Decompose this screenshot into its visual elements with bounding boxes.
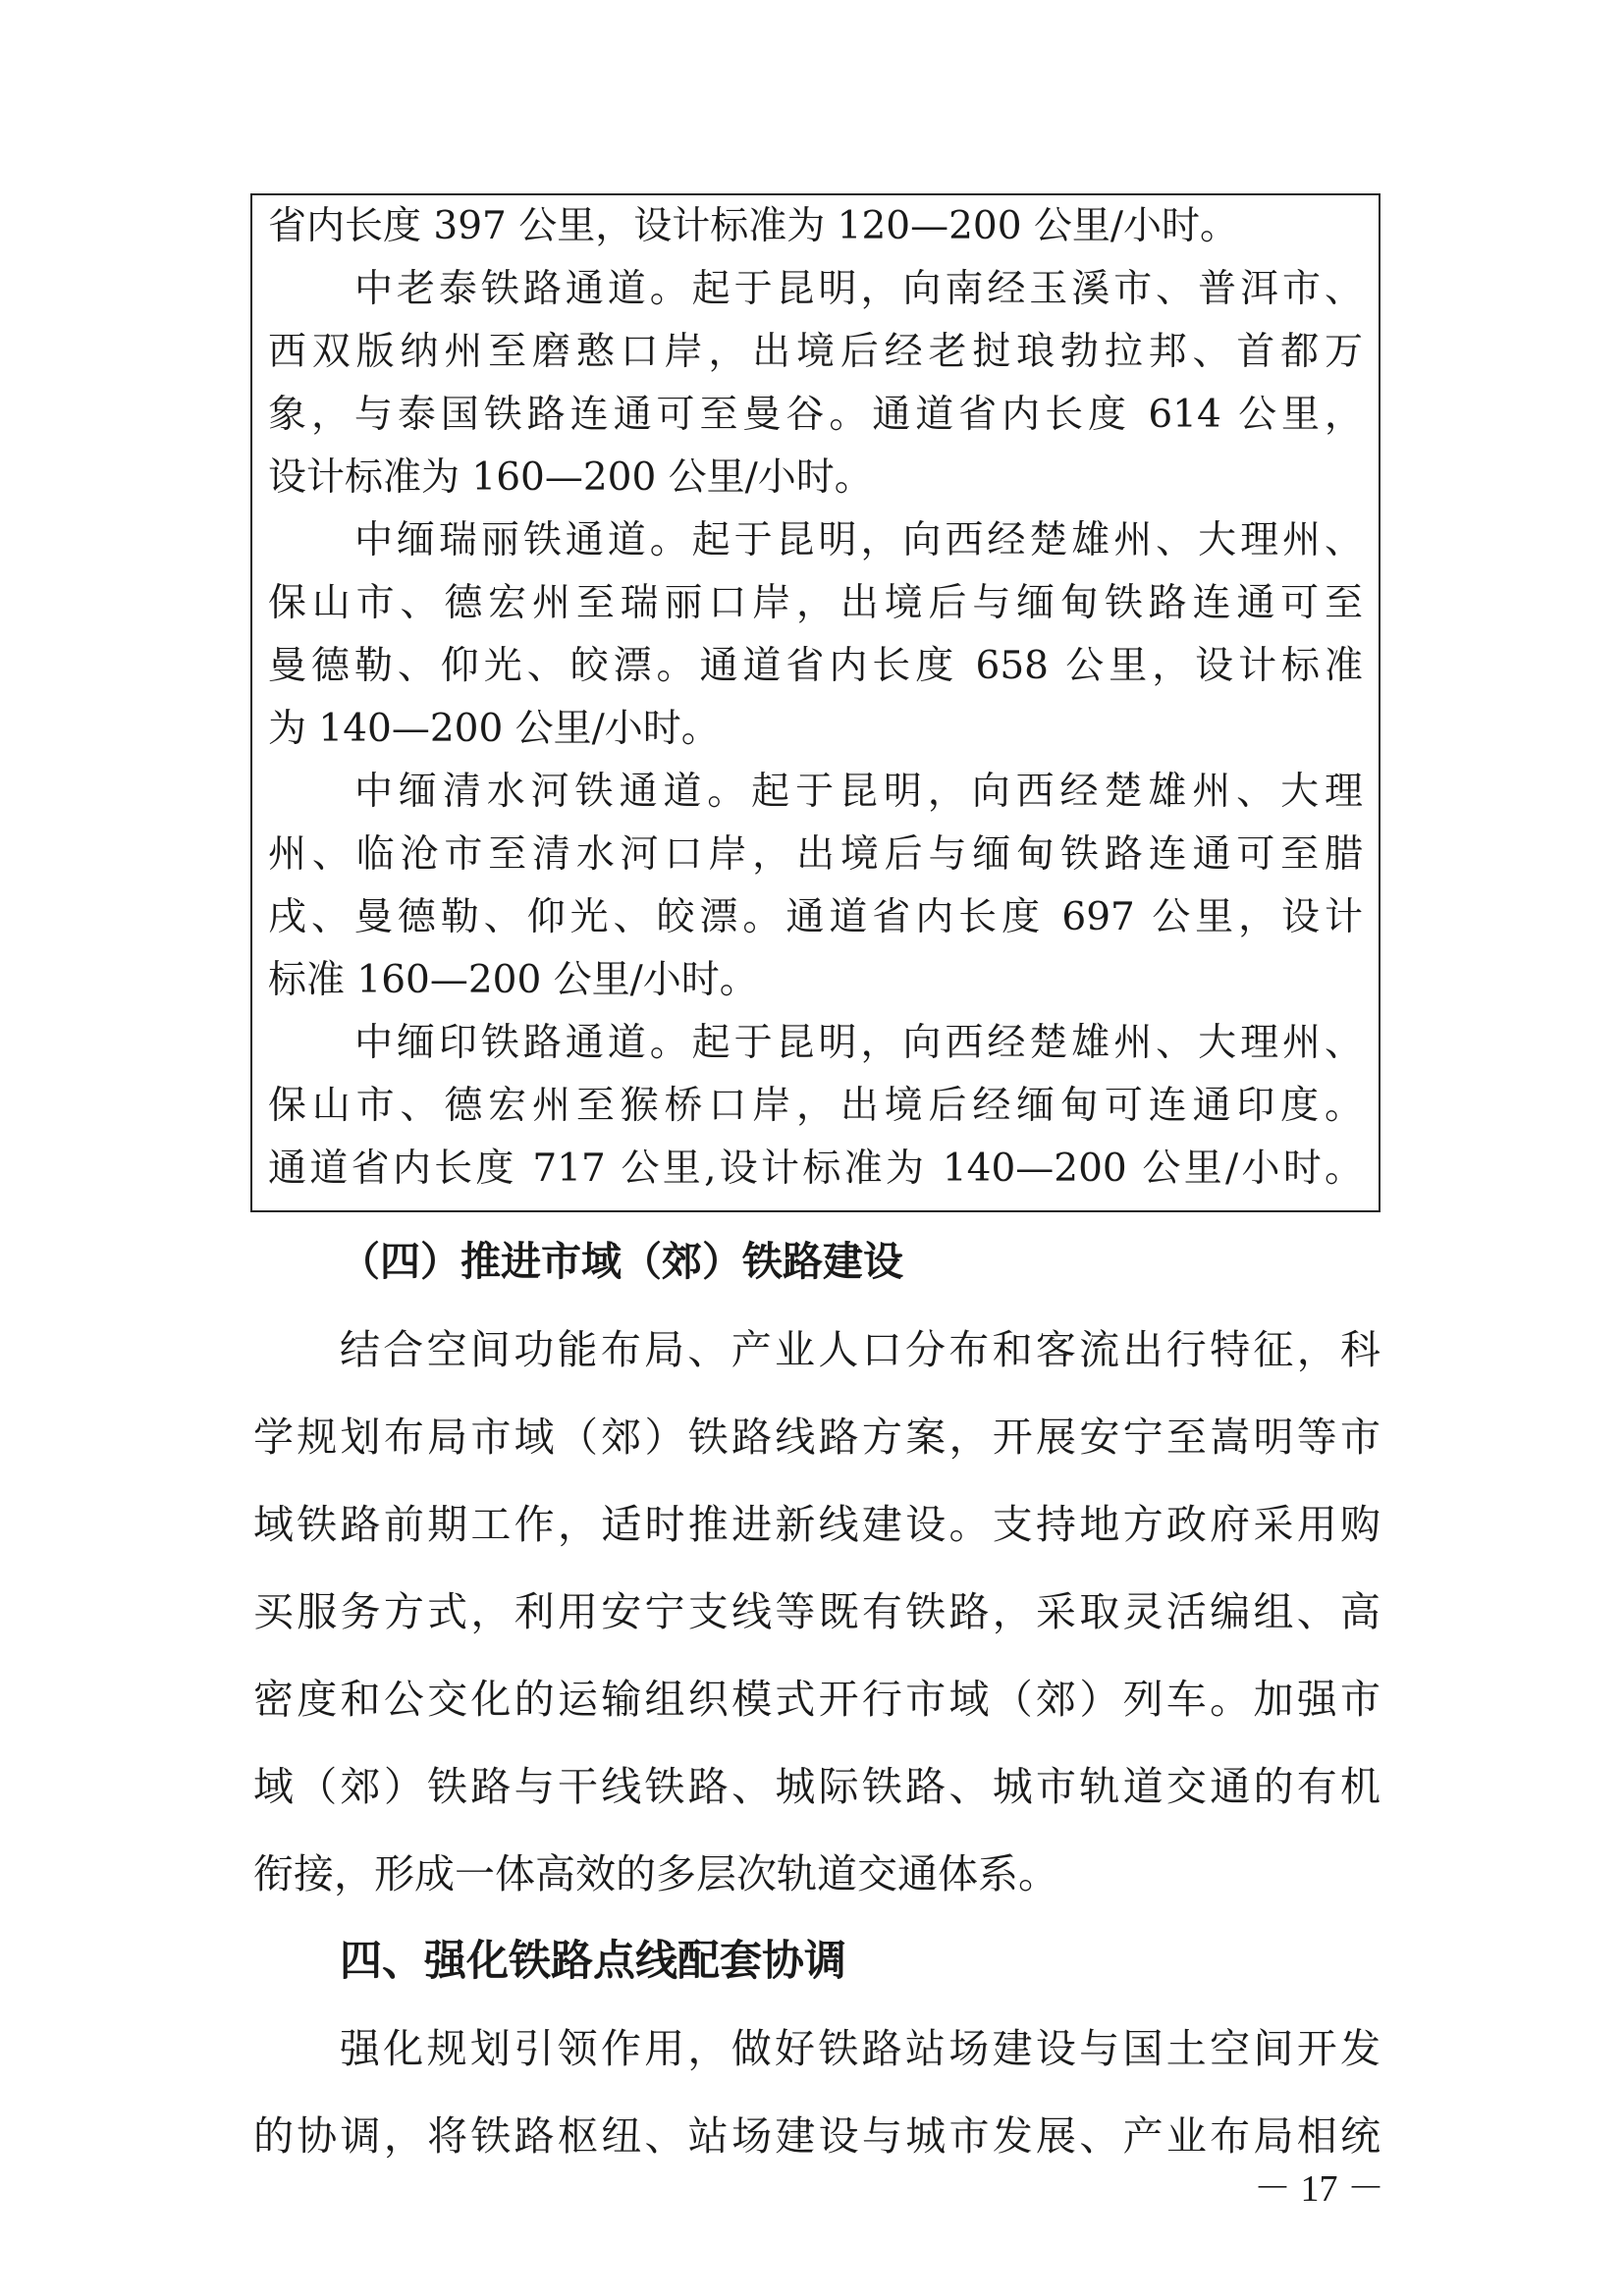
- body-line: 强化规划引领作用，做好铁路站场建设与国土空间开发: [340, 2025, 1380, 2072]
- body-line: 的协调，将铁路枢纽、站场建设与城市发展、产业布局相统: [253, 2112, 1380, 2160]
- body-line: 学规划布局市域（郊）铁路线路方案，开展安宁至嵩明等市: [253, 1414, 1380, 1461]
- box-line: 保山市、德宏州至猴桥口岸，出境后经缅甸可连通印度。: [268, 1084, 1363, 1128]
- box-line: 中缅瑞丽铁通道。起于昆明，向西经楚雄州、大理州、: [354, 518, 1363, 562]
- box-line: 戌、曼德勒、仰光、皎漂。通道省内长度 697 公里，设计: [268, 895, 1363, 939]
- box-line: 标准 160—200 公里/小时。: [268, 958, 758, 1002]
- box-line: 中缅清水河铁通道。起于昆明，向西经楚雄州、大理: [354, 770, 1363, 814]
- box-line: 通道省内长度 717 公里,设计标准为 140—200 公里/小时。: [268, 1147, 1363, 1191]
- box-line: 中老泰铁路通道。起于昆明，向南经玉溪市、普洱市、: [354, 267, 1363, 311]
- box-line: 中缅印铁路通道。起于昆明，向西经楚雄州、大理州、: [354, 1021, 1363, 1065]
- body-line: 域铁路前期工作，适时推进新线建设。支持地方政府采用购: [253, 1501, 1380, 1548]
- box-line: 保山市、德宏州至瑞丽口岸，出境后与缅甸铁路连通可至: [268, 581, 1363, 625]
- body-line: 买服务方式，利用安宁支线等既有铁路，采取灵活编组、高: [253, 1588, 1380, 1635]
- page-number: － 17 －: [1253, 2168, 1384, 2210]
- box-line: 西双版纳州至磨憨口岸，出境后经老挝琅勃拉邦、首都万: [268, 330, 1363, 374]
- box-line: 为 140—200 公里/小时。: [268, 707, 720, 751]
- box-line: 州、临沧市至清水河口岸，出境后与缅甸铁路连通可至腊: [268, 832, 1363, 877]
- subsection-title: （四）推进市域（郊）铁路建设: [340, 1238, 903, 1285]
- body-line: 结合空间功能布局、产业人口分布和客流出行特征，科: [340, 1326, 1380, 1373]
- body-line: 衔接，形成一体高效的多层次轨道交通体系。: [253, 1850, 1058, 1897]
- box-line: 象，与泰国铁路连通可至曼谷。通道省内长度 614 公里，: [268, 393, 1363, 437]
- box-line: 省内长度 397 公里，设计标准为 120—200 公里/小时。: [268, 204, 1239, 248]
- section-heading: 四、强化铁路点线配套协调: [340, 1937, 846, 1986]
- box-line: 设计标准为 160—200 公里/小时。: [268, 455, 873, 500]
- box-line: 曼德勒、仰光、皎漂。通道省内长度 658 公里，设计标准: [268, 644, 1363, 688]
- body-line: 域（郊）铁路与干线铁路、城际铁路、城市轨道交通的有机: [253, 1763, 1380, 1810]
- body-line: 密度和公交化的运输组织模式开行市域（郊）列车。加强市: [253, 1676, 1380, 1723]
- channel-text-box: [250, 193, 1380, 1212]
